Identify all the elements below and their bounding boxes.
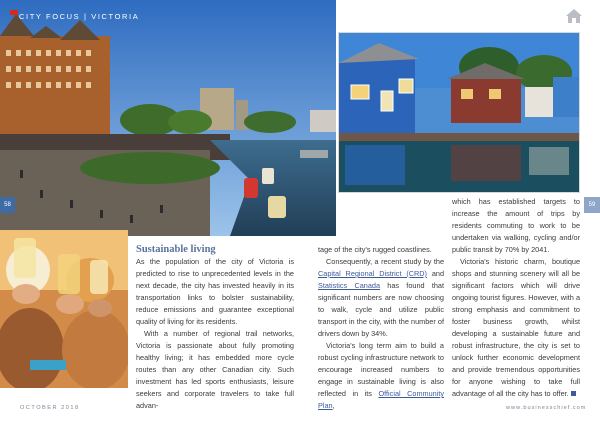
page-number-left: 58	[0, 197, 15, 213]
people-cheering-photo	[0, 230, 128, 388]
footer-website[interactable]: www.businesschief.com	[506, 405, 587, 411]
text-span: Consequently, a recent study by the	[326, 257, 444, 266]
text-span: and	[427, 269, 445, 278]
page-number-right: 59	[584, 197, 600, 213]
community-plan-link[interactable]: Official Community Plan	[318, 389, 445, 410]
section-header	[10, 12, 139, 21]
text-span: has found that significant numbers are now choosing to walk, cycle and utilize public transport in the city, with the number of drivers down by 34%.	[318, 281, 444, 338]
article-heading: Sustainable living	[136, 244, 216, 255]
text-span: ,	[332, 401, 335, 410]
paragraph: which has established targets to increase the amount of trips by residents commuting to work to be undertaken via walking, cycling and/or public transit by 70% by 2041.	[452, 197, 580, 254]
header-section: VICTORIA	[91, 12, 140, 21]
paragraph	[452, 256, 580, 400]
paragraph	[318, 256, 444, 340]
article-column-3	[452, 196, 580, 400]
end-mark-icon	[571, 391, 576, 396]
paragraph: With a number of regional trail networks, Victoria is passionate about fully promoting healthy living; it has embedded more cycle routes than any other Canadian city. Such investment has led sports enthusiasts, leisure seekers and corporate travelers to take full advan-	[136, 329, 294, 410]
home-icon[interactable]	[566, 9, 582, 23]
statistics-canada-link[interactable]: Statistics Canada	[318, 281, 381, 290]
footer-date: OCTOBER 2018	[20, 405, 80, 411]
victoria-harbour-photo	[0, 0, 336, 236]
article-column-2	[318, 244, 444, 412]
header-separator: |	[83, 12, 88, 21]
paragraph	[318, 340, 444, 412]
text-span: Victoria's long term aim to build a robust cycling infrastructure network to encourage increased numbers to engage in sustainable living is also reflected in its	[318, 341, 444, 398]
paragraph: tage of the city's rugged coastlines.	[318, 245, 432, 254]
article-column-1	[136, 256, 294, 412]
text-span: Victoria's historic charm, boutique shops and stunning scenery will all be significant factors which will drive ongoing tourist figures. However, with a strong emphasis and commitment to foster business growth, whilst developing a sustainable future and robust infrastructure, the city is set to unlock further economic development and provide tremendous opportunities for anyone wishing to take full advantage of all the city has to offer.	[452, 257, 580, 398]
paragraph: As the population of the city of Victoria is predicted to rise to unprecedented levels in the next decade, the city has invested heavily in its transportation links to bolster sustainability, reduce emissions and guarantee exceptional quality of living for its residents.	[136, 257, 294, 326]
crd-link[interactable]: Capital Regional District (CRD)	[318, 269, 427, 278]
floating-homes-photo	[338, 32, 580, 193]
header-brand: CITY FOCUS	[19, 12, 81, 21]
canada-flag-icon	[10, 10, 18, 15]
